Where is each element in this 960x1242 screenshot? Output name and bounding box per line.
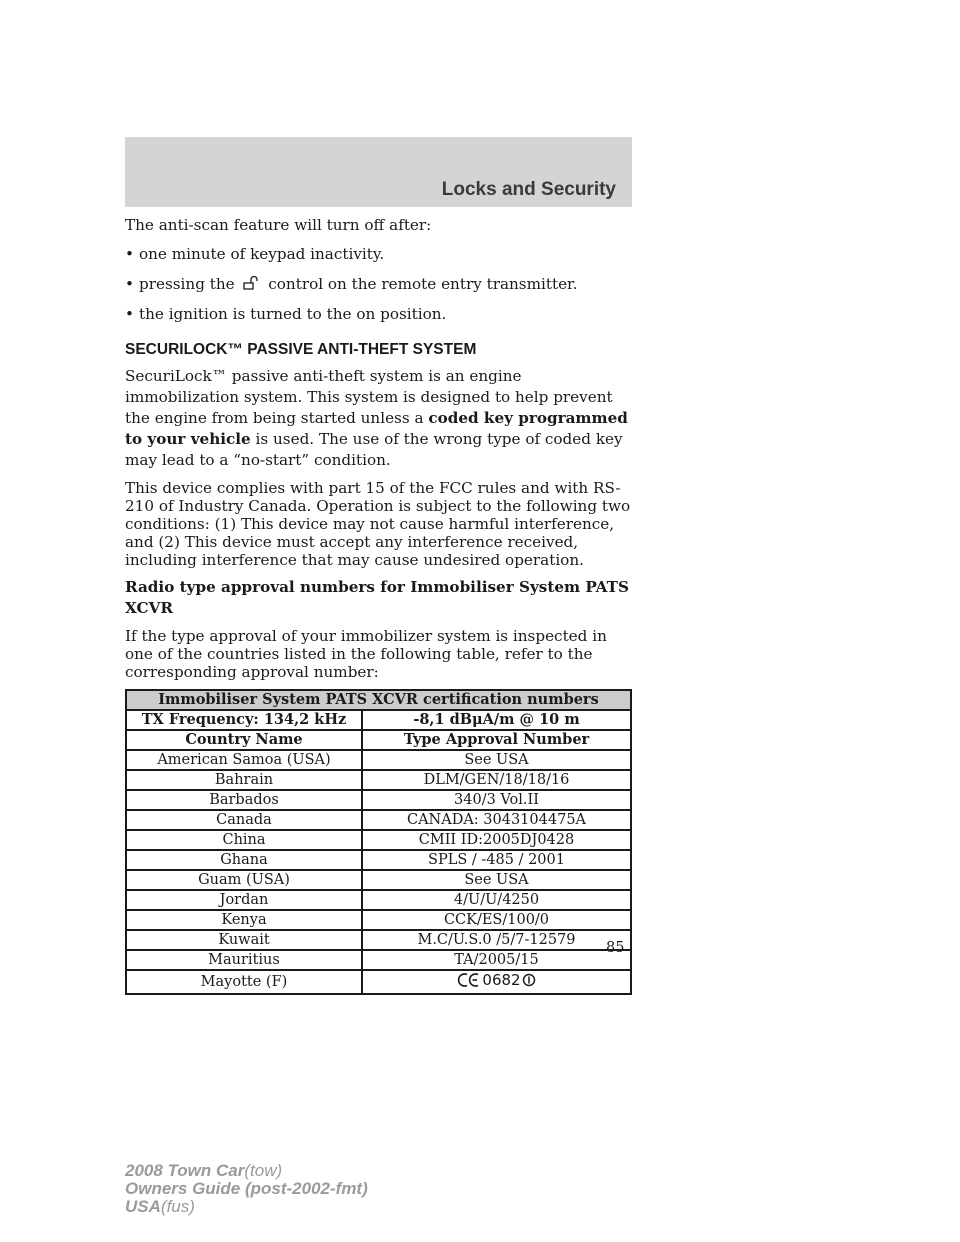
table-row [126,850,631,870]
table-row [126,770,631,790]
approval-cell: M.C/U.S.0 /5/7-12579 [362,930,631,950]
footer-line-3 [125,1198,368,1216]
column-header-row [126,730,631,750]
approval-cell: TA/2005/15 [362,950,631,970]
bullet-remote-control [125,274,632,295]
footer-line-1 [125,1162,368,1180]
footer-model: 2008 Town Car [125,1161,245,1180]
para-text: SecuriLock™ passive anti-theft system is an engine immobilization system. This system is designed to help prevent the engine from being started unless a [125,367,613,427]
approval-cell: CANADA: 3043104475A [362,810,631,830]
table-row [126,870,631,890]
approval-cell: CCK/ES/100/0 [362,910,631,930]
footer-market-code: (fus) [160,1197,195,1216]
bullet-dot: • [125,245,134,263]
approval-cell: SPLS / -485 / 2001 [362,850,631,870]
securilock-description [125,366,632,471]
approval-cell: See USA [362,750,631,770]
para-bold-text: coded key programmed to your vehicle [125,409,628,448]
alert-circle-icon [522,973,536,987]
country-cell: Mayotte (F) [126,970,362,994]
country-cell: Barbados [126,790,362,810]
key-unlock-icon [241,275,259,291]
table-row [126,790,631,810]
table-row [126,830,631,850]
country-cell: Bahrain [126,770,362,790]
approval-cell: See USA [362,870,631,890]
column-header-number: Type Approval Number [362,730,631,750]
table-row [126,890,631,910]
table-row [126,970,631,994]
country-cell: Kenya [126,910,362,930]
securilock-heading: SECURILOCK™ PASSIVE ANTI-THEFT SYSTEM [125,341,477,358]
page-content [125,215,632,995]
country-cell: Canada [126,810,362,830]
bullet-dot: • [125,275,134,293]
approval-cell: 4/U/U/4250 [362,890,631,910]
country-cell: Mauritius [126,950,362,970]
table-row [126,750,631,770]
country-cell: China [126,830,362,850]
table-row [126,930,631,950]
bullet-keypad-inactivity [125,244,632,265]
frequency-row [126,710,631,730]
footer-model-code: (tow) [244,1161,283,1180]
document-footer [125,1162,368,1216]
para-text: is used. The use of the wrong type of coded key may lead to a “no-start” condition. [125,430,623,469]
table-row [126,910,631,930]
approval-cell: 340/3 Vol.II [362,790,631,810]
notified-body-number: 0682 [482,971,521,989]
approval-cell: CMII ID:2005DJ0428 [362,830,631,850]
table-title: Immobiliser System PATS XCVR certification numbers [126,690,631,710]
bullet-text: the ignition is turned to the on position. [139,305,447,323]
page-number: 85 [606,940,625,956]
radio-approval-heading: Radio type approval numbers for Immobiliser System PATS XCVR [125,578,629,617]
certification-table [125,689,632,995]
table-title-row [126,690,631,710]
footer-market: USA [125,1197,161,1216]
country-cell: American Samoa (USA) [126,750,362,770]
country-cell: Jordan [126,890,362,910]
bullet-ignition [125,304,632,325]
bullet-text-before: pressing the [139,275,235,293]
approval-cell [362,970,631,994]
bullet-text-after: control on the remote entry transmitter. [268,275,578,293]
fcc-compliance: This device complies with part 15 of the FCC rules and with RS-210 of Industry Canada. Operation is subject to the following two conditions: (1) This device may not cause harmful interference, and (2) This device must accept any interference received, including interference that may cause undesired operation. [125,479,631,569]
header-band [125,137,632,207]
ce-mark-icon [457,972,481,988]
country-cell: Kuwait [126,930,362,950]
approval-cell: DLM/GEN/18/18/16 [362,770,631,790]
table-row [126,950,631,970]
frequency-label: TX Frequency: 134,2 kHz [126,710,362,730]
footer-line-2: Owners Guide (post-2002-fmt) [125,1179,368,1198]
column-header-country: Country Name [126,730,362,750]
anti-scan-intro: The anti-scan feature will turn off after: [125,216,432,234]
ce-mark [457,971,535,989]
frequency-value: -8,1 dBμA/m @ 10 m [362,710,631,730]
approval-intro: If the type approval of your immobilizer system is inspected in one of the countries listed in the following table, refer to the corresponding approval number: [125,627,607,681]
table-row [126,810,631,830]
country-cell: Ghana [126,850,362,870]
bullet-text: one minute of keypad inactivity. [139,245,385,263]
bullet-dot: • [125,305,134,323]
section-title: Locks and Security [441,179,616,200]
country-cell: Guam (USA) [126,870,362,890]
